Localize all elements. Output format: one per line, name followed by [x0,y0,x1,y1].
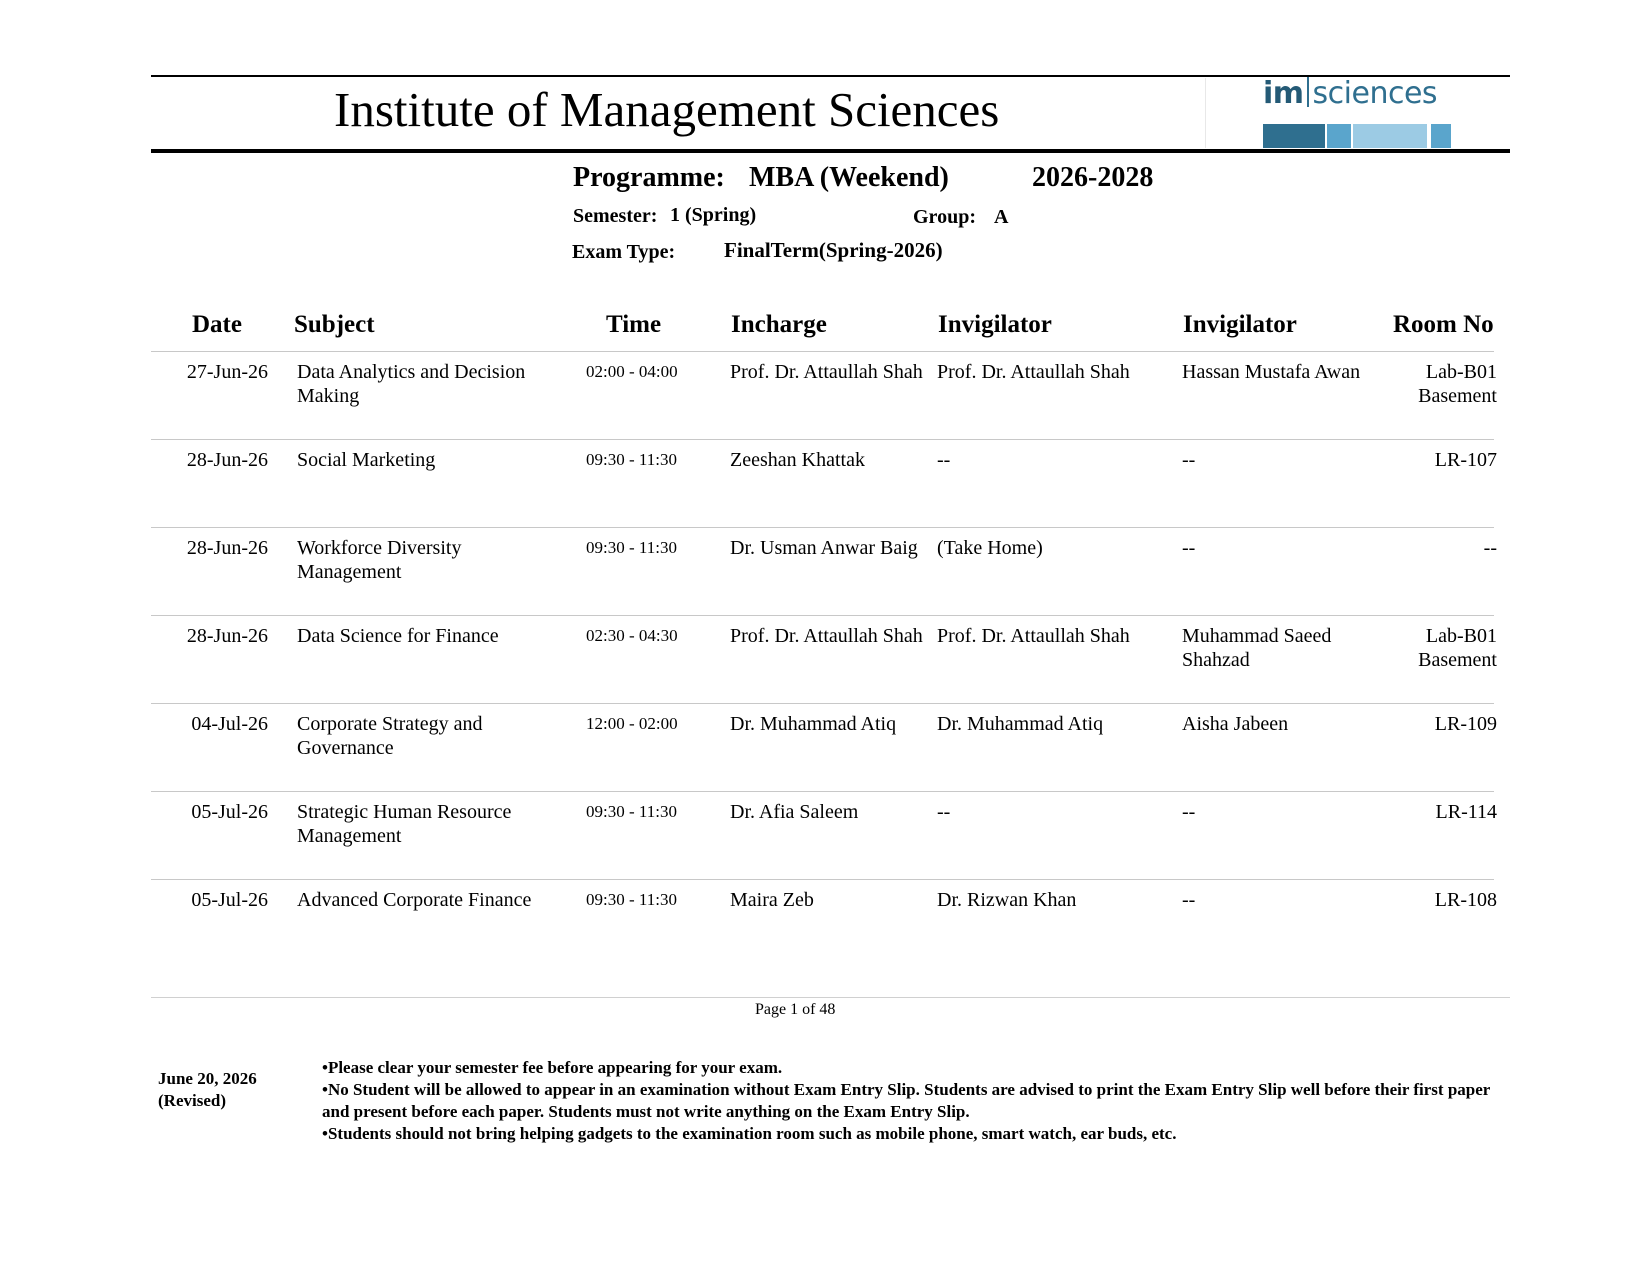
programme-label: Programme: [573,162,725,193]
group-value: A [994,206,1009,228]
cell-incharge: Prof. Dr. Attaullah Shah [730,361,923,383]
programme-value: MBA (Weekend) [749,162,949,193]
note-item: •Please clear your semester fee before appearing for your exam. [322,1058,783,1077]
table-row [0,792,1651,880]
cell-incharge: Dr. Afia Saleem [730,801,859,823]
table-row [0,616,1651,704]
cell-time: 02:00 - 04:00 [586,362,678,381]
revision-date [158,1068,257,1112]
column-header-room: Room No [1393,311,1494,338]
cell-subject: Strategic Human Resource Management [297,801,512,847]
group-label: Group: [913,206,976,228]
exam-type-value: FinalTerm(Spring-2026) [724,238,943,262]
header-bottom-rule [151,149,1510,153]
institute-title: Institute of Management Sciences [334,82,1000,137]
table-row [0,352,1651,440]
cell-invigilator-1: -- [937,801,951,823]
note-item: •No Student will be allowed to appear in an examination without Exam Entry Slip. Students are advised to print the Exam Entry Slip well before their first paper and present before each paper. Students must not write anything on the Exam Entry Slip. [322,1080,1491,1121]
cell-invigilator-1: -- [937,449,951,471]
cell-subject: Workforce Diversity Management [297,537,462,583]
cell-subject: Social Marketing [297,449,436,471]
cell-room: LR-107 [1434,449,1497,471]
column-header-invigilator-1: Invigilator [938,311,1052,338]
cell-incharge: Zeeshan Khattak [730,449,865,471]
cell-room: LR-109 [1434,713,1497,735]
cell-time: 12:00 - 02:00 [586,714,678,733]
cell-room: LR-114 [1435,801,1497,823]
cell-invigilator-1: Dr. Rizwan Khan [937,889,1077,911]
column-header-time: Time [606,311,662,338]
cell-invigilator-1: Dr. Muhammad Atiq [937,713,1104,735]
page-number: Page 1 of 48 [755,1001,836,1018]
cell-time: 09:30 - 11:30 [586,538,677,557]
table-row [0,528,1651,616]
semester-label: Semester: [573,205,658,227]
cell-invigilator-1: Prof. Dr. Attaullah Shah [937,361,1130,383]
note-item: •Students should not bring helping gadgets to the examination room such as mobile phone, smart watch, ear buds, etc. [322,1124,1177,1143]
cell-date: 27-Jun-26 [186,361,268,383]
footer-rule [151,997,1510,998]
cell-invigilator-1: Prof. Dr. Attaullah Shah [937,625,1130,647]
table-row [0,704,1651,792]
cell-incharge: Maira Zeb [730,889,814,911]
column-header-date: Date [192,311,242,338]
imsciences-logo [1205,78,1470,148]
cell-subject: Data Science for Finance [297,625,499,647]
cell-date: 28-Jun-26 [186,625,268,647]
cell-incharge: Dr. Usman Anwar Baig [730,537,918,559]
cell-room: LR-108 [1434,889,1497,911]
table-row [0,880,1651,968]
column-header-invigilator-2: Invigilator [1183,311,1297,338]
cell-invigilator-2: -- [1182,537,1196,559]
footer-date: June 20, 2026 [158,1069,257,1088]
cell-room: Lab-B01 Basement [1418,625,1497,671]
semester-value: 1 (Spring) [670,204,757,226]
cell-invigilator-2: Hassan Mustafa Awan [1182,361,1361,383]
cell-invigilator-2: -- [1182,889,1196,911]
cell-subject: Data Analytics and Decision Making [297,361,526,407]
cell-date: 05-Jul-26 [191,801,268,823]
cell-date: 04-Jul-26 [191,713,268,735]
cell-room: Lab-B01 Basement [1418,361,1497,407]
cell-date: 05-Jul-26 [191,889,268,911]
table-row [0,440,1651,528]
cell-incharge: Dr. Muhammad Atiq [730,713,897,735]
cell-room: -- [1483,537,1497,559]
logo-wordmark: im sciences [1263,76,1438,111]
programme-years: 2026-2028 [1032,162,1154,193]
cell-invigilator-2: Muhammad Saeed Shahzad [1182,625,1332,671]
cell-subject: Advanced Corporate Finance [297,889,532,911]
exam-notes [322,1057,1492,1145]
logo-separator [1205,78,1206,148]
logo-color-blocks [1263,124,1463,148]
footer-revised: (Revised) [158,1091,226,1110]
cell-invigilator-2: -- [1182,801,1196,823]
cell-incharge: Prof. Dr. Attaullah Shah [730,625,923,647]
cell-invigilator-2: Aisha Jabeen [1182,713,1289,735]
cell-subject: Corporate Strategy and Governance [297,713,483,759]
column-header-subject: Subject [294,311,375,338]
column-header-incharge: Incharge [731,311,827,338]
cell-time: 09:30 - 11:30 [586,802,677,821]
cell-invigilator-1: (Take Home) [937,537,1043,559]
cell-date: 28-Jun-26 [186,449,268,471]
cell-date: 28-Jun-26 [186,537,268,559]
cell-time: 02:30 - 04:30 [586,626,678,645]
exam-type-label: Exam Type: [572,241,676,263]
cell-invigilator-2: -- [1182,449,1196,471]
cell-time: 09:30 - 11:30 [586,450,677,469]
cell-time: 09:30 - 11:30 [586,890,677,909]
